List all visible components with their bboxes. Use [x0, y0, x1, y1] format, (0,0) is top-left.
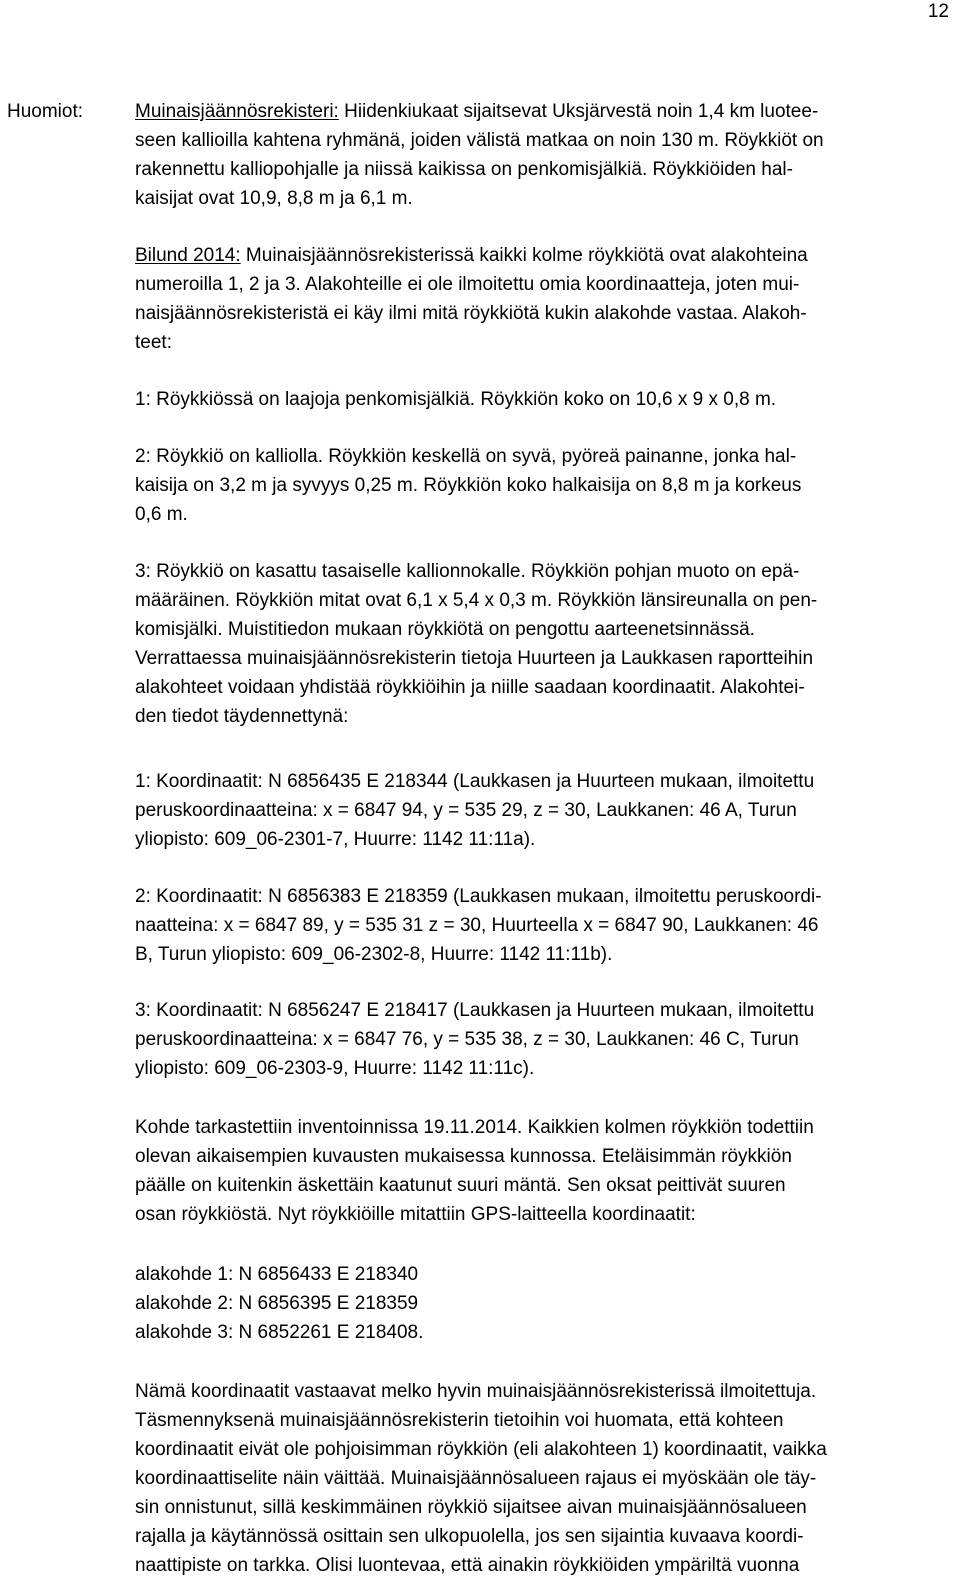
text-line: yliopisto: 609_06-2303-9, Huurre: 1142 11:11c). [135, 1058, 535, 1079]
text-line: Täsmennyksenä muinaisjäännösrekisterin tietoihin voi huomata, että kohteen [135, 1410, 784, 1431]
text-line: seen kallioilla kahtena ryhmänä, joiden välistä matkaa on noin 130 m. Röykkiöt on [135, 130, 824, 151]
text-line: Kohde tarkastettiin inventoinnissa 19.11.2014. Kaikkien kolmen röykkiön todettiin [135, 1117, 814, 1138]
page-number: 12 [927, 1, 949, 22]
notes-body [135, 97, 941, 1580]
text-line: Nämä koordinaatit vastaavat melko hyvin muinaisjäännösrekisterissä ilmoitettuja. [135, 1381, 817, 1402]
text-line: B, Turun yliopisto: 609_06-2302-8, Huurre: 1142 11:11b). [135, 944, 613, 965]
text-line: rajalla ja käytännössä osittain sen ulkopuolella, jos sen sijaintia kuvaava koordi- [135, 1526, 804, 1547]
text-line: numeroilla 1, 2 ja 3. Alakohteille ei ole ilmoitettu omia koordinaatteja, joten mui- [135, 274, 800, 295]
paragraph-coords-1 [135, 767, 941, 854]
text-line: Bilund 2014: Muinaisjäännösrekisterissä kaikki kolme röykkiötä ovat alakohteina [135, 245, 808, 266]
text-line: alakohde 2: N 6856395 E 218359 [135, 1293, 419, 1314]
text-line: 0,6 m. [135, 504, 188, 525]
text-line: 1: Röykkiössä on laajoja penkomisjälkiä. Röykkiön koko on 10,6 x 9 x 0,8 m. [135, 389, 777, 410]
text-line: päälle on kuitenkin äskettäin kaatunut suuri mäntä. Sen oksat peittivät suuren [135, 1175, 786, 1196]
register-heading: Muinaisjäännösrekisteri: [135, 101, 339, 122]
text-line: naisjäännösrekisteristä ei käy ilmi mitä röykkiötä kukin alakohde vastaa. Alakoh- [135, 303, 807, 324]
paragraph-gps-coords [135, 1260, 941, 1347]
paragraph-register [135, 97, 941, 213]
text-line: rakennettu kalliopohjalle ja niissä kaikissa on penkomisjälkiä. Röykkiöiden hal- [135, 159, 793, 180]
text-line: komisjälki. Muistitiedon mukaan röykkiötä on pengottu aarteenetsinnässä. [135, 619, 755, 640]
text-line: 3: Koordinaatit: N 6856247 E 218417 (Laukkasen ja Huurteen mukaan, ilmoitettu [135, 1000, 815, 1021]
text-line: kaisija on 3,2 m ja syvyys 0,25 m. Röykkiön koko halkaisija on 8,8 m ja korkeus [135, 475, 802, 496]
text-line: olevan aikaisempien kuvausten mukaisessa kunnossa. Eteläisimmän röykkiön [135, 1146, 792, 1167]
paragraph-subsite-2 [135, 442, 941, 529]
text-line: teet: [135, 332, 172, 353]
text-line: kaisijat ovat 10,9, 8,8 m ja 6,1 m. [135, 188, 413, 209]
text-line: naattipiste on tarkka. Olisi luontevaa, että ainakin röykkiöiden ympäriltä vuonna [135, 1555, 800, 1576]
text-line: osan röykkiöstä. Nyt röykkiöille mitattiin GPS-laitteella koordinaatit: [135, 1204, 696, 1225]
text-line: alakohde 1: N 6856433 E 218340 [135, 1264, 419, 1285]
text-line: den tiedot täydennettynä: [135, 706, 349, 727]
paragraph-subsite-1 [135, 385, 941, 414]
text-line: 3: Röykkiö on kasattu tasaiselle kallionnokalle. Röykkiön pohjan muoto on epä- [135, 561, 800, 582]
text-line: sin onnistunut, sillä keskimmäinen röykkiö sijaitsee aivan muinaisjäännösalueen [135, 1497, 807, 1518]
text-line: määräinen. Röykkiön mitat ovat 6,1 x 5,4 x 0,3 m. Röykkiön länsireunalla on pen- [135, 590, 818, 611]
text-line: naatteina: x = 6847 89, y = 535 31 z = 30, Huurteella x = 6847 90, Laukkanen: 46 [135, 915, 819, 936]
text-line: peruskoordinaatteina: x = 6847 76, y = 535 38, z = 30, Laukkanen: 46 C, Turun [135, 1029, 799, 1050]
paragraph-inspection [135, 1113, 941, 1229]
text-line: peruskoordinaatteina: x = 6847 94, y = 535 29, z = 30, Laukkanen: 46 A, Turun [135, 800, 797, 821]
paragraph-coords-2 [135, 882, 941, 969]
paragraph-bilund [135, 241, 941, 357]
paragraph-coords-3 [135, 996, 941, 1083]
text-line: Verrattaessa muinaisjäännösrekisterin tietoja Huurteen ja Laukkasen raportteihin [135, 648, 814, 669]
text-line: alakohteet voidaan yhdistää röykkiöihin ja niille saadaan koordinaatit. Alakohtei- [135, 677, 805, 698]
paragraph-subsite-3 [135, 557, 941, 731]
text-line: 2: Röykkiö on kalliolla. Röykkiön keskellä on syvä, pyöreä painanne, jonka hal- [135, 446, 797, 467]
text-line: yliopisto: 609_06-2301-7, Huurre: 1142 11:11a). [135, 829, 536, 850]
bilund-heading: Bilund 2014: [135, 245, 241, 266]
paragraph-conclusion [135, 1377, 941, 1580]
text-line: koordinaatit eivät ole pohjoisimman röykkiön (eli alakohteen 1) koordinaatit, vaikka [135, 1439, 827, 1460]
section-label: Huomiot: [7, 101, 84, 122]
text-line: koordinaattiselite näin väittää. Muinaisjäännösalueen rajaus ei myöskään ole täy- [135, 1468, 817, 1489]
text-line: alakohde 3: N 6852261 E 218408. [135, 1322, 424, 1343]
text-line: 2: Koordinaatit: N 6856383 E 218359 (Laukkasen mukaan, ilmoitettu peruskoordi- [135, 886, 822, 907]
text-line: Muinaisjäännösrekisteri: Hiidenkiukaat sijaitsevat Uksjärvestä noin 1,4 km luotee- [135, 101, 819, 122]
text-line: 1: Koordinaatit: N 6856435 E 218344 (Laukkasen ja Huurteen mukaan, ilmoitettu [135, 771, 815, 792]
